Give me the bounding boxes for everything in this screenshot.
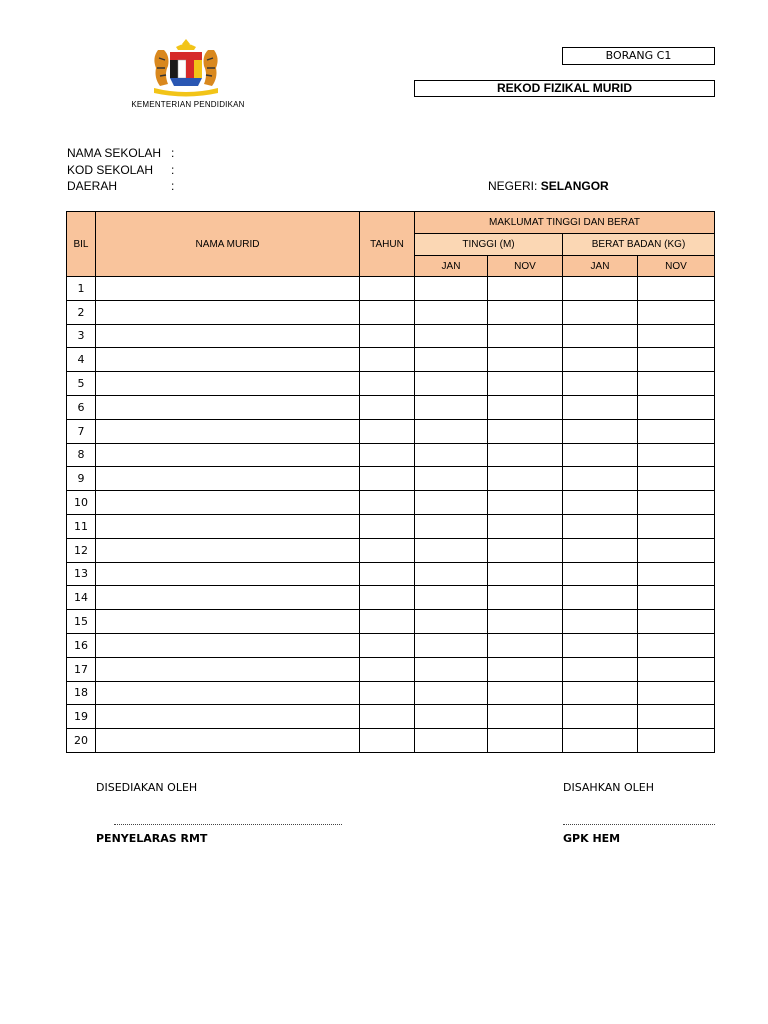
height-nov-cell[interactable] xyxy=(488,562,563,586)
height-jan-cell[interactable] xyxy=(415,514,488,538)
row-number-cell: 18 xyxy=(67,681,96,705)
coat-of-arms-logo xyxy=(146,38,226,98)
student-name-cell[interactable] xyxy=(96,300,360,324)
student-name-cell[interactable] xyxy=(96,729,360,753)
weight-jan-cell[interactable] xyxy=(563,300,638,324)
school-name-row xyxy=(67,146,174,160)
school-code-label: KOD SEKOLAH xyxy=(67,163,154,177)
row-number-cell: 4 xyxy=(67,348,96,372)
height-jan-cell[interactable] xyxy=(415,491,488,515)
student-name-cell[interactable] xyxy=(96,491,360,515)
height-nov-cell[interactable] xyxy=(488,514,563,538)
col-header-height-nov: NOV xyxy=(488,256,563,277)
height-nov-cell[interactable] xyxy=(488,729,563,753)
student-name-cell[interactable] xyxy=(96,395,360,419)
weight-nov-cell[interactable] xyxy=(638,514,715,538)
approved-role: GPK HEM xyxy=(563,832,621,845)
row-number-cell: 19 xyxy=(67,705,96,729)
state-value: SELANGOR xyxy=(540,179,609,193)
weight-jan-cell[interactable] xyxy=(563,681,638,705)
district-label: DAERAH xyxy=(67,179,118,193)
year-cell[interactable] xyxy=(360,419,415,443)
student-name-cell[interactable] xyxy=(96,657,360,681)
height-nov-cell[interactable] xyxy=(488,491,563,515)
weight-nov-cell[interactable] xyxy=(638,705,715,729)
student-name-cell[interactable] xyxy=(96,705,360,729)
height-jan-cell[interactable] xyxy=(415,657,488,681)
weight-jan-cell[interactable] xyxy=(563,277,638,301)
year-cell[interactable] xyxy=(360,586,415,610)
document-title: REKOD FIZIKAL MURID xyxy=(414,80,715,97)
table-row xyxy=(67,705,715,729)
weight-jan-cell[interactable] xyxy=(563,586,638,610)
separator: : xyxy=(171,146,175,160)
school-name-label: NAMA SEKOLAH xyxy=(67,146,162,160)
col-header-name: NAMA MURID xyxy=(96,212,360,277)
year-cell[interactable] xyxy=(360,538,415,562)
height-nov-cell[interactable] xyxy=(488,300,563,324)
student-name-cell[interactable] xyxy=(96,348,360,372)
weight-nov-cell[interactable] xyxy=(638,491,715,515)
row-number-cell: 8 xyxy=(67,443,96,467)
weight-nov-cell[interactable] xyxy=(638,562,715,586)
year-cell[interactable] xyxy=(360,443,415,467)
weight-nov-cell[interactable] xyxy=(638,395,715,419)
student-name-cell[interactable] xyxy=(96,419,360,443)
weight-nov-cell[interactable] xyxy=(638,633,715,657)
form-code-box: BORANG C1 xyxy=(562,47,715,65)
height-nov-cell[interactable] xyxy=(488,419,563,443)
table-row xyxy=(67,348,715,372)
height-jan-cell[interactable] xyxy=(415,467,488,491)
year-cell[interactable] xyxy=(360,300,415,324)
table-row xyxy=(67,586,715,610)
year-cell[interactable] xyxy=(360,395,415,419)
height-nov-cell[interactable] xyxy=(488,586,563,610)
student-name-cell[interactable] xyxy=(96,277,360,301)
height-nov-cell[interactable] xyxy=(488,633,563,657)
student-name-cell[interactable] xyxy=(96,633,360,657)
weight-jan-cell[interactable] xyxy=(563,372,638,396)
weight-jan-cell[interactable] xyxy=(563,610,638,634)
height-jan-cell[interactable] xyxy=(415,395,488,419)
table-row xyxy=(67,419,715,443)
height-jan-cell[interactable] xyxy=(415,348,488,372)
student-name-cell[interactable] xyxy=(96,324,360,348)
col-header-year: TAHUN xyxy=(360,212,415,277)
row-number-cell: 1 xyxy=(67,277,96,301)
weight-jan-cell[interactable] xyxy=(563,514,638,538)
year-cell[interactable] xyxy=(360,562,415,586)
weight-jan-cell[interactable] xyxy=(563,657,638,681)
row-number-cell: 3 xyxy=(67,324,96,348)
height-jan-cell[interactable] xyxy=(415,538,488,562)
height-nov-cell[interactable] xyxy=(488,657,563,681)
district-row xyxy=(67,179,174,193)
weight-nov-cell[interactable] xyxy=(638,610,715,634)
state-row xyxy=(488,179,609,193)
table-row xyxy=(67,467,715,491)
year-cell[interactable] xyxy=(360,277,415,301)
height-nov-cell[interactable] xyxy=(488,705,563,729)
height-jan-cell[interactable] xyxy=(415,443,488,467)
col-header-group: MAKLUMAT TINGGI DAN BERAT xyxy=(415,212,715,234)
row-number-cell: 20 xyxy=(67,729,96,753)
row-number-cell: 13 xyxy=(67,562,96,586)
weight-jan-cell[interactable] xyxy=(563,467,638,491)
row-number-cell: 11 xyxy=(67,514,96,538)
student-record-table xyxy=(66,211,715,753)
ministry-name: KEMENTERIAN PENDIDIKAN xyxy=(131,100,245,109)
year-cell[interactable] xyxy=(360,657,415,681)
weight-nov-cell[interactable] xyxy=(638,467,715,491)
weight-nov-cell[interactable] xyxy=(638,372,715,396)
table-row xyxy=(67,324,715,348)
col-header-height: TINGGI (M) xyxy=(415,234,563,256)
table-row xyxy=(67,277,715,301)
table-row xyxy=(67,514,715,538)
col-header-bil: BIL xyxy=(67,212,96,277)
row-number-cell: 15 xyxy=(67,610,96,634)
height-nov-cell[interactable] xyxy=(488,277,563,301)
student-name-cell[interactable] xyxy=(96,467,360,491)
row-number-cell: 10 xyxy=(67,491,96,515)
weight-jan-cell[interactable] xyxy=(563,419,638,443)
weight-nov-cell[interactable] xyxy=(638,681,715,705)
col-header-weight: BERAT BADAN (KG) xyxy=(563,234,715,256)
row-number-cell: 7 xyxy=(67,419,96,443)
table-row xyxy=(67,443,715,467)
weight-jan-cell[interactable] xyxy=(563,324,638,348)
height-jan-cell[interactable] xyxy=(415,681,488,705)
height-nov-cell[interactable] xyxy=(488,610,563,634)
student-name-cell[interactable] xyxy=(96,443,360,467)
separator: : xyxy=(171,179,175,193)
weight-nov-cell[interactable] xyxy=(638,348,715,372)
year-cell[interactable] xyxy=(360,491,415,515)
height-nov-cell[interactable] xyxy=(488,324,563,348)
height-jan-cell[interactable] xyxy=(415,300,488,324)
height-nov-cell[interactable] xyxy=(488,467,563,491)
table-row xyxy=(67,538,715,562)
height-jan-cell[interactable] xyxy=(415,372,488,396)
student-name-cell[interactable] xyxy=(96,372,360,396)
year-cell[interactable] xyxy=(360,514,415,538)
height-jan-cell[interactable] xyxy=(415,277,488,301)
student-name-cell[interactable] xyxy=(96,610,360,634)
weight-nov-cell[interactable] xyxy=(638,538,715,562)
table-row xyxy=(67,729,715,753)
weight-jan-cell[interactable] xyxy=(563,491,638,515)
table-row xyxy=(67,300,715,324)
prepared-signature-line xyxy=(114,824,342,825)
row-number-cell: 2 xyxy=(67,300,96,324)
school-code-row xyxy=(67,163,174,177)
year-cell[interactable] xyxy=(360,348,415,372)
year-cell[interactable] xyxy=(360,324,415,348)
student-name-cell[interactable] xyxy=(96,586,360,610)
height-nov-cell[interactable] xyxy=(488,372,563,396)
weight-nov-cell[interactable] xyxy=(638,657,715,681)
table-row xyxy=(67,610,715,634)
weight-jan-cell[interactable] xyxy=(563,348,638,372)
table-row xyxy=(67,562,715,586)
year-cell[interactable] xyxy=(360,467,415,491)
student-name-cell[interactable] xyxy=(96,562,360,586)
year-cell[interactable] xyxy=(360,372,415,396)
height-jan-cell[interactable] xyxy=(415,633,488,657)
col-header-height-jan: JAN xyxy=(415,256,488,277)
weight-jan-cell[interactable] xyxy=(563,705,638,729)
weight-jan-cell[interactable] xyxy=(563,562,638,586)
weight-nov-cell[interactable] xyxy=(638,324,715,348)
approved-signature-line xyxy=(563,824,715,825)
weight-jan-cell[interactable] xyxy=(563,395,638,419)
year-cell[interactable] xyxy=(360,633,415,657)
height-nov-cell[interactable] xyxy=(488,348,563,372)
row-number-cell: 9 xyxy=(67,467,96,491)
year-cell[interactable] xyxy=(360,705,415,729)
table-row xyxy=(67,633,715,657)
height-jan-cell[interactable] xyxy=(415,562,488,586)
approved-by-label: DISAHKAN OLEH xyxy=(563,781,654,794)
height-nov-cell[interactable] xyxy=(488,395,563,419)
state-label: NEGERI: xyxy=(488,179,538,193)
height-nov-cell[interactable] xyxy=(488,681,563,705)
weight-nov-cell[interactable] xyxy=(638,443,715,467)
height-jan-cell[interactable] xyxy=(415,610,488,634)
table-row xyxy=(67,681,715,705)
height-jan-cell[interactable] xyxy=(415,586,488,610)
height-nov-cell[interactable] xyxy=(488,443,563,467)
row-number-cell: 6 xyxy=(67,395,96,419)
weight-nov-cell[interactable] xyxy=(638,586,715,610)
separator: : xyxy=(171,163,175,177)
weight-jan-cell[interactable] xyxy=(563,729,638,753)
weight-jan-cell[interactable] xyxy=(563,633,638,657)
row-number-cell: 17 xyxy=(67,657,96,681)
table-row xyxy=(67,491,715,515)
year-cell[interactable] xyxy=(360,729,415,753)
height-jan-cell[interactable] xyxy=(415,419,488,443)
student-name-cell[interactable] xyxy=(96,538,360,562)
weight-jan-cell[interactable] xyxy=(563,443,638,467)
weight-nov-cell[interactable] xyxy=(638,419,715,443)
prepared-by-label: DISEDIAKAN OLEH xyxy=(96,781,198,794)
col-header-weight-nov: NOV xyxy=(638,256,715,277)
year-cell[interactable] xyxy=(360,610,415,634)
prepared-role: PENYELARAS RMT xyxy=(96,832,208,845)
weight-nov-cell[interactable] xyxy=(638,300,715,324)
height-jan-cell[interactable] xyxy=(415,705,488,729)
student-name-cell[interactable] xyxy=(96,514,360,538)
table-row xyxy=(67,395,715,419)
row-number-cell: 12 xyxy=(67,538,96,562)
height-jan-cell[interactable] xyxy=(415,324,488,348)
row-number-cell: 16 xyxy=(67,633,96,657)
row-number-cell: 14 xyxy=(67,586,96,610)
table-row xyxy=(67,372,715,396)
col-header-weight-jan: JAN xyxy=(563,256,638,277)
student-name-cell[interactable] xyxy=(96,681,360,705)
table-row xyxy=(67,657,715,681)
weight-nov-cell[interactable] xyxy=(638,729,715,753)
row-number-cell: 5 xyxy=(67,372,96,396)
weight-nov-cell[interactable] xyxy=(638,277,715,301)
height-nov-cell[interactable] xyxy=(488,538,563,562)
year-cell[interactable] xyxy=(360,681,415,705)
height-jan-cell[interactable] xyxy=(415,729,488,753)
weight-jan-cell[interactable] xyxy=(563,538,638,562)
